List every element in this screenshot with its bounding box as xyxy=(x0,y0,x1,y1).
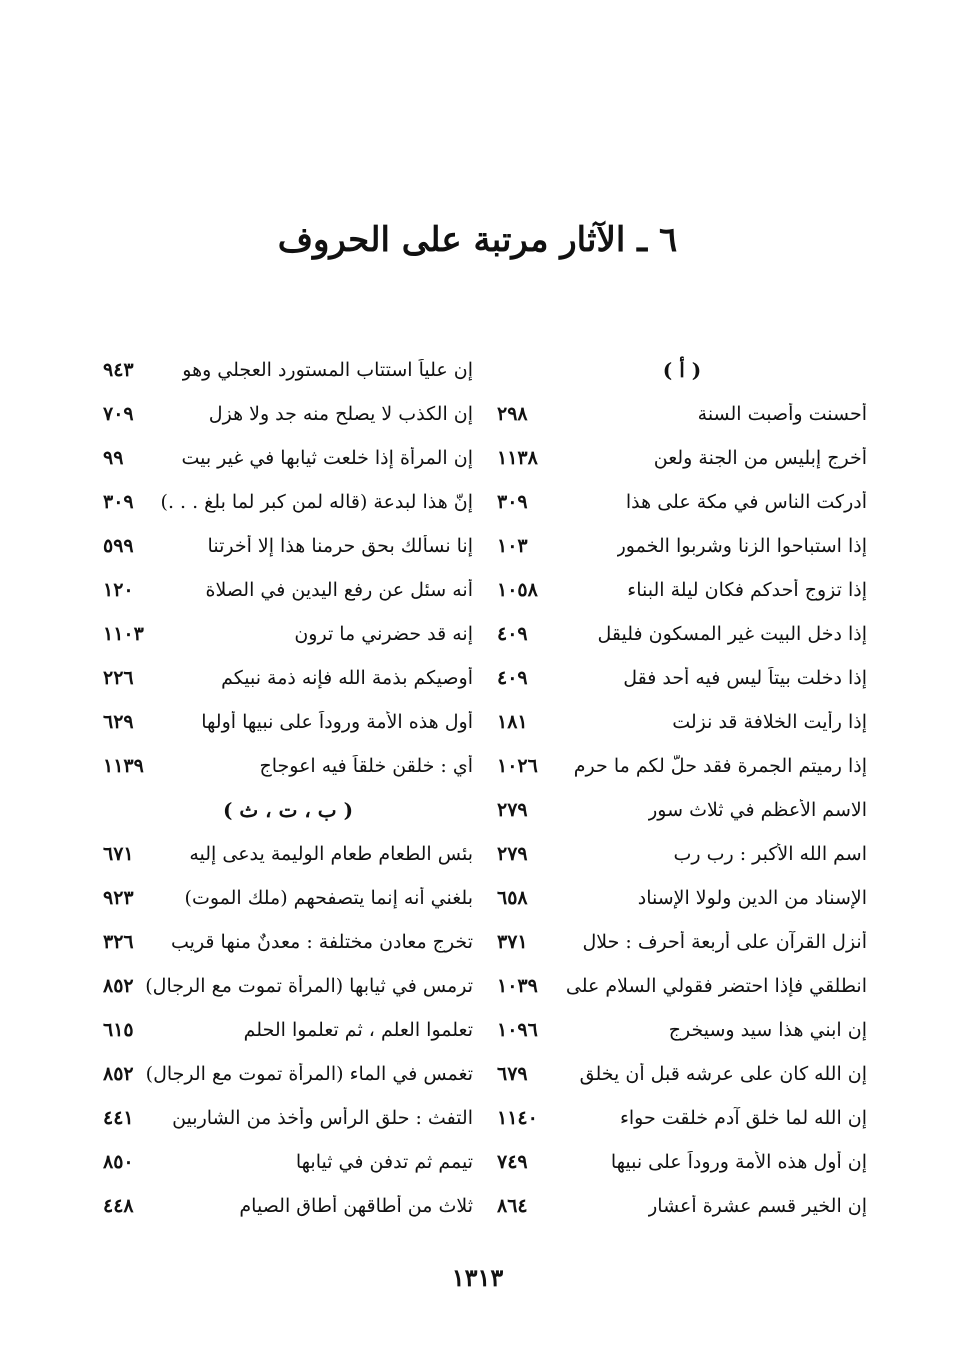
entry-text: التفث : حلق الرأس وأخذ من الشاربين xyxy=(172,1107,473,1129)
index-entry xyxy=(497,832,867,876)
entry-text: تخرج معادن مختلفة : معدنٌ منها قريب xyxy=(171,931,473,953)
index-entry xyxy=(497,1052,867,1096)
entry-page-number: ٣٠٩ xyxy=(497,491,528,513)
entry-page-number: ١١٣٨ xyxy=(497,447,538,469)
index-entry xyxy=(497,436,867,480)
index-entry xyxy=(497,744,867,788)
entry-page-number: ٣٠٩ xyxy=(103,491,134,513)
entry-page-number: ٩٩ xyxy=(103,447,124,469)
index-entry xyxy=(103,1096,473,1140)
index-entry xyxy=(497,392,867,436)
entry-text: أنه سئل عن رفع اليدين في الصلاة xyxy=(205,579,473,601)
entry-text: إذا دخل البيت غير المسكون فليقل xyxy=(597,623,867,645)
entry-text: انطلقي فإذا احتضر فقولي السلام على xyxy=(565,975,867,997)
entry-page-number: ١٠٢٦ xyxy=(497,755,538,777)
entry-page-number: ٩٢٣ xyxy=(103,887,134,909)
entry-page-number: ٥٩٩ xyxy=(103,535,134,557)
entry-page-number: ٣٧١ xyxy=(497,931,528,953)
index-entry xyxy=(103,480,473,524)
index-entry xyxy=(497,656,867,700)
left-entries-bottom-list xyxy=(103,832,473,1228)
entry-page-number: ٣٢٦ xyxy=(103,931,134,953)
page-number: ١٣١٣ xyxy=(451,1263,504,1292)
entry-text: ترمس في ثيابها (المرأة تموت مع الرجال) xyxy=(145,975,473,997)
index-entry xyxy=(103,1008,473,1052)
entry-page-number: ٨٦٤ xyxy=(497,1195,528,1217)
entry-page-number: ١٠٣ xyxy=(497,535,528,557)
index-entry xyxy=(103,656,473,700)
entry-text: إذا رأيت الخلافة قد نزلت xyxy=(672,711,867,733)
entry-text: إن علياً استتاب المستورد العجلي وهو xyxy=(182,359,473,381)
entry-text: الاسم الأعظم في ثلاث سور xyxy=(648,799,867,821)
entry-text: إن ابني هذا سيد وسيخرج xyxy=(668,1019,867,1041)
entry-text: إذا استباحوا الزنا وشربوا الخمور xyxy=(616,535,867,557)
entry-page-number: ٤٤١ xyxy=(103,1107,134,1129)
entry-text: أحسنت وأصبت السنة xyxy=(697,403,867,425)
entry-text: الإسناد من الدين ولولا الإسناد xyxy=(637,887,867,909)
right-column xyxy=(497,348,867,1228)
index-entry xyxy=(497,920,867,964)
entry-page-number: ٤٠٩ xyxy=(497,623,528,645)
index-entry xyxy=(497,1140,867,1184)
entry-page-number: ٤٤٨ xyxy=(103,1195,134,1217)
index-entry xyxy=(497,964,867,1008)
entry-page-number: ٨٥٢ xyxy=(103,1063,134,1085)
entry-page-number: ٧٠٩ xyxy=(103,403,134,425)
entry-text: أدركت الناس في مكة على هذا xyxy=(625,491,867,513)
index-entry xyxy=(103,1184,473,1228)
entry-page-number: ٢٧٩ xyxy=(497,843,528,865)
index-entry xyxy=(103,744,473,788)
index-entry xyxy=(497,788,867,832)
index-entry xyxy=(103,568,473,612)
index-entry xyxy=(103,700,473,744)
entry-text: إن الكذب لا يصلح منه جد ولا هزل xyxy=(208,403,473,425)
index-entry xyxy=(497,612,867,656)
entry-text: أوصيكم بذمة الله فإنه ذمة نبيكم xyxy=(221,667,473,689)
entry-page-number: ٢٩٨ xyxy=(497,403,528,425)
page-title: ٦ ـ الآثار مرتبة على الحروف xyxy=(277,220,678,260)
entry-page-number: ٨٥٢ xyxy=(103,975,134,997)
entry-page-number: ٨٥٠ xyxy=(103,1151,134,1173)
right-entries-list xyxy=(497,392,867,1228)
entry-text: إن المرأة إذا خلعت ثيابها في غير بيت xyxy=(181,447,473,469)
entry-text: تيمم ثم تدفن في ثيابها xyxy=(295,1151,473,1173)
entry-page-number: ٦٧١ xyxy=(103,843,134,865)
entry-text: أي : خلقن خلقاً فيه اعوجاج xyxy=(259,755,473,777)
index-entry xyxy=(103,1140,473,1184)
index-entry xyxy=(497,1184,867,1228)
index-entry xyxy=(103,436,473,480)
entry-text: إذا تزوج أحدكم فكان ليلة البناء xyxy=(627,579,867,601)
entry-page-number: ١٠٥٨ xyxy=(497,579,538,601)
index-entry xyxy=(103,1052,473,1096)
index-entry xyxy=(103,920,473,964)
entry-page-number: ٢٢٦ xyxy=(103,667,134,689)
entry-page-number: ٦١٥ xyxy=(103,1019,134,1041)
index-entry xyxy=(497,876,867,920)
section-header-ba-ta-tha: ( ب ، ت ، ث ) xyxy=(222,798,354,822)
index-entry xyxy=(103,612,473,656)
entry-text: إن الخير قسم عشرة أعشار xyxy=(648,1195,867,1217)
entry-page-number: ٦٢٩ xyxy=(103,711,134,733)
entry-text: إذا رميتم الجمرة فقد حلّ لكم ما حرم xyxy=(573,755,867,777)
left-column xyxy=(103,348,473,1228)
entry-page-number: ١٠٣٩ xyxy=(497,975,538,997)
index-entry xyxy=(103,348,473,392)
entry-text: أول هذه الأمة وروداً على نبيها أولها xyxy=(201,711,473,733)
entry-page-number: ٤٠٩ xyxy=(497,667,528,689)
index-entry xyxy=(497,524,867,568)
entry-text: إنّ هذا لبدعة (قاله لمن كبر لما بلغ . . .) xyxy=(160,491,473,513)
entry-text: أنزل القرآن على أربعة أحرف : حلال xyxy=(582,931,867,953)
entry-text: إنا نسألك بحق حرمنا هذا إلا أخرتنا xyxy=(207,535,473,557)
entry-text: بلغني أنه إنما يتصفحهم (ملك الموت) xyxy=(184,887,473,909)
entry-text: إن أول هذه الأمة وروداً على نبيها xyxy=(610,1151,867,1173)
index-entry xyxy=(497,700,867,744)
entry-text: إنه قد حضرني ما ترون xyxy=(294,623,473,645)
entry-text: تغمس في الماء (المرأة تموت مع الرجال) xyxy=(145,1063,473,1085)
index-entry xyxy=(103,964,473,1008)
entry-text: إن الله لما خلق آدم خلقت حواء xyxy=(619,1107,867,1129)
entry-page-number: ٢٧٩ xyxy=(497,799,528,821)
entry-text: أخرج إبليس من الجنة ولعن xyxy=(653,447,867,469)
index-entry xyxy=(497,1008,867,1052)
entry-page-number: ١١٤٠ xyxy=(497,1107,538,1129)
index-entry xyxy=(497,480,867,524)
index-entry xyxy=(497,568,867,612)
entry-page-number: ١١٣٩ xyxy=(103,755,144,777)
entry-page-number: ٧٤٩ xyxy=(497,1151,528,1173)
left-entries-top-list xyxy=(103,348,473,788)
entry-page-number: ٩٤٣ xyxy=(103,359,134,381)
entry-page-number: ٦٥٨ xyxy=(497,887,528,909)
entry-text: اسم الله الأكبر : رب رب xyxy=(673,843,867,865)
index-entry xyxy=(103,524,473,568)
entry-text: إن الله كان على عرشه قبل أن يخلق xyxy=(579,1063,867,1085)
entry-page-number: ١٢٠ xyxy=(103,579,134,601)
entry-text: تعلموا العلم ، ثم تعلموا الحلم xyxy=(243,1019,473,1041)
entry-page-number: ١٠٩٦ xyxy=(497,1019,538,1041)
entry-page-number: ١١٠٣ xyxy=(103,623,144,645)
entry-text: بئس الطعام طعام الوليمة يدعى إليه xyxy=(189,843,473,865)
index-entry xyxy=(103,876,473,920)
entry-text: ثلاث من أطاقهن أطاق الصيام xyxy=(239,1195,473,1217)
index-entry xyxy=(497,1096,867,1140)
entry-page-number: ٦٧٩ xyxy=(497,1063,528,1085)
section-header-alif: ( أ ) xyxy=(662,358,702,382)
entry-text: إذا دخلت بيتاً ليس فيه أحد فقل xyxy=(623,667,867,689)
entry-page-number: ١٨١ xyxy=(497,711,528,733)
index-entry xyxy=(103,832,473,876)
index-entry xyxy=(103,392,473,436)
